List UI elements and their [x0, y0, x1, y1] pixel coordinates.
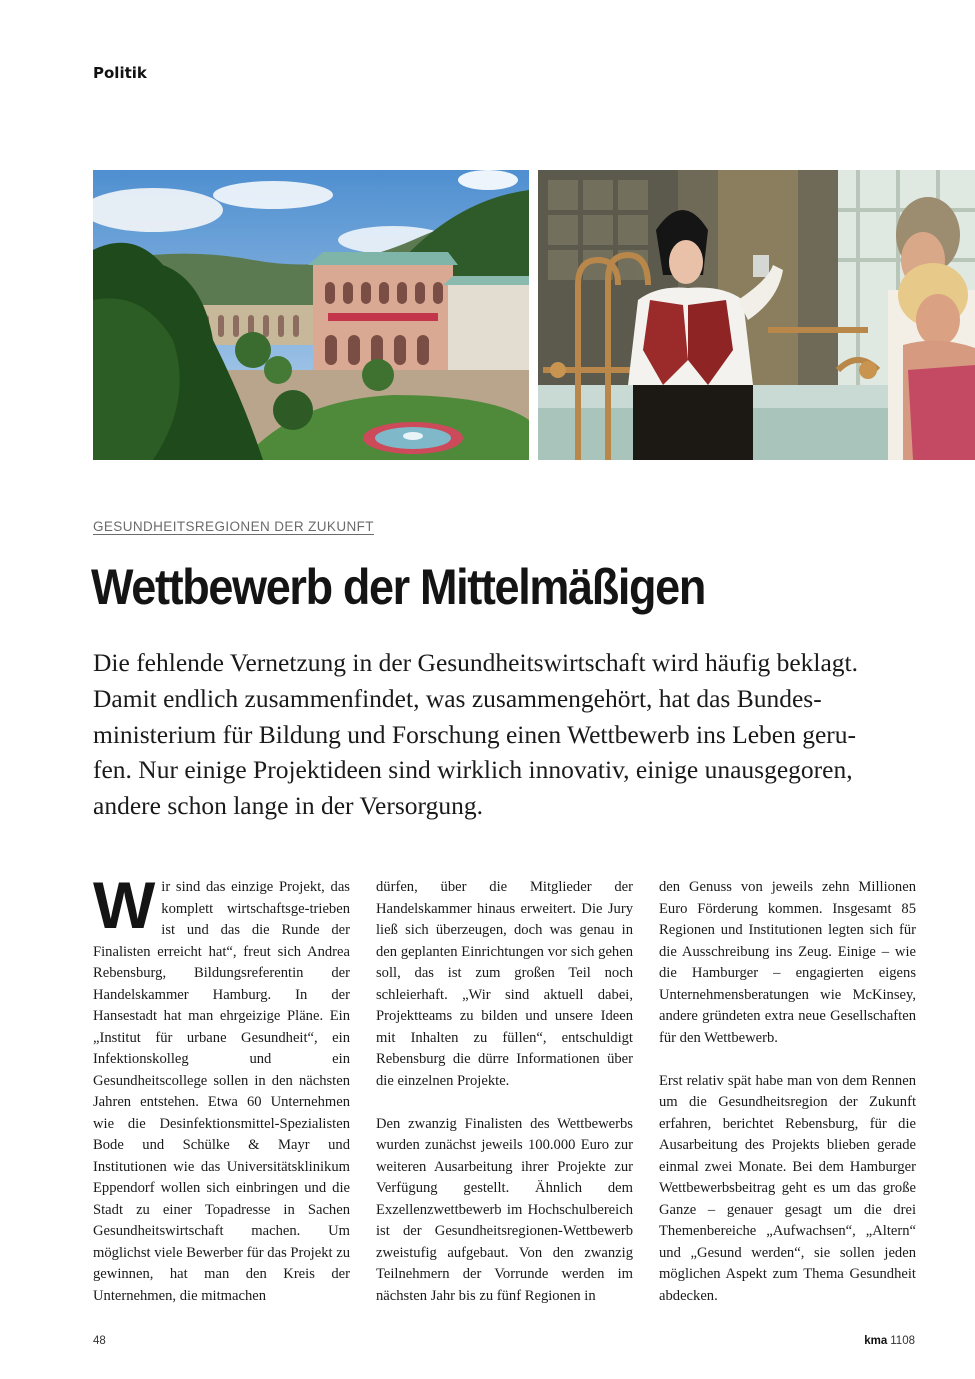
lead-line: Die fehlende Vernetzung in der Gesundheitswirtschaft wird häufig beklagt.	[93, 648, 858, 677]
lead-line: ministerium für Bildung und Forschung einen Wettbewerb ins Leben geru-	[93, 719, 857, 749]
body-paragraph: den Genuss von jeweils zehn Millionen Euro Förderung kommen. Insgesamt 85 Regionen und Institutionen legten sich für die Ausschreibung ins Zeug. Einige – wie die Hamburger – engagierten eigens Unternehmensberatungen wie McKinsey, andere gründeten extra neue Gesellschaften für den Wettbewerb.	[659, 879, 916, 1046]
body-paragraph	[93, 868, 350, 1307]
body-column-2	[376, 877, 633, 1307]
body-column-1	[93, 868, 350, 1307]
lead-line: Damit endlich zusammenfindet, was zusammengehört, hat das Bundes-	[93, 683, 822, 713]
article-kicker: GESUNDHEITSREGIONEN DER ZUKUNFT	[93, 519, 374, 534]
lead-line: andere schon lange in der Versorgung.	[93, 791, 483, 821]
magazine-footer	[864, 1335, 915, 1347]
body-paragraph: dürfen, über die Mitglieder der Handelskammer hinaus erweitert. Die Jury ließ sich überzeugen, doch was genau in den geplanten Einrichtungen vor sich gehen soll, das ist zum großen Teil noch schleierhaft. „Wir sind aktuell dabei, Projektteams zu bilden und unsere Ideen mit Inhalten zu füllen“, entschuldigt Rebensburg die dürre Informationen über die einzelnen Projekte.	[376, 879, 633, 1089]
body-paragraph-text: ir sind das einzige Projekt, das komplett wirtschaftsge-trieben ist und das die Runde der Finalisten erreicht hat“, freut sich Andrea Rebensburg, Bildungsreferentin der Handelskammer Hamburg. In der Hansestadt hat man ehrgeizige Pläne. Ein „Institut für urbane Gesundheit“, ein Infektionskolleg und ein Gesundheitscollege sollen in den nächsten Jahren entstehen. Etwa 60 Unternehmen wie die Desinfektionsmittel-Spezialisten Bode und Schülke & Mayr und Institutionen wie das Universitätsklinikum Eppendorf wollen sich einbringen und die Stadt zu einer Topadresse in Sachen Gesundheitswirtschaft machen. Um möglichst viele Bewerber für das Projekt zu gewinnen, hat man den Kreis der Unternehmen, die mitmachen	[93, 879, 350, 1304]
photo-kurhaus	[93, 170, 529, 460]
article-headline: Wettbewerb der Mittelmäßigen	[91, 559, 705, 615]
magazine-name: kma	[864, 1335, 888, 1347]
page-number: 48	[93, 1335, 106, 1347]
body-paragraph: Den zwanzig Finalisten des Wettbewerbs wurden zunächst jeweils 100.000 Euro zur weiteren Ausarbeitung ihrer Projekte zur Verfügung gestellt. Ähnlich dem Exzellenzwettbewerb im Hochschulbereich ist der Gesundheitsregionen-Wettbewerb zweistufig aufgebaut. Von den zwanzig Teilnehmern der Vorrunde werden im nächsten Jahr bis zu fünf Regionen in	[376, 1115, 633, 1304]
lead-line: fen. Nur einige Projektideen sind wirklich innovativ, einige unausgegoren,	[93, 755, 853, 785]
photo-trinkhalle	[538, 170, 975, 460]
body-column-3	[659, 877, 916, 1307]
body-paragraph: Erst relativ spät habe man von dem Rennen um die Gesundheitsregion der Zukunft erfahren, berichtet Rebensburg, für die Ausarbeitung des Projekts blieben gerade einmal zwei Monate. Bei dem Hamburger Wettbewerbsbeitrag geht es um das große Ganze – genauer gesagt um die drei Themenbereiche „Aufwachsen“, „Altern“ und „Gesund werden“, sie sollen jeden möglichen Aspekt zum Thema Gesundheit abdecken.	[659, 1072, 916, 1304]
section-label: Politik	[93, 64, 147, 82]
article-lead	[93, 645, 919, 824]
drop-cap: W	[93, 868, 156, 942]
issue-number: 1108	[890, 1335, 915, 1347]
